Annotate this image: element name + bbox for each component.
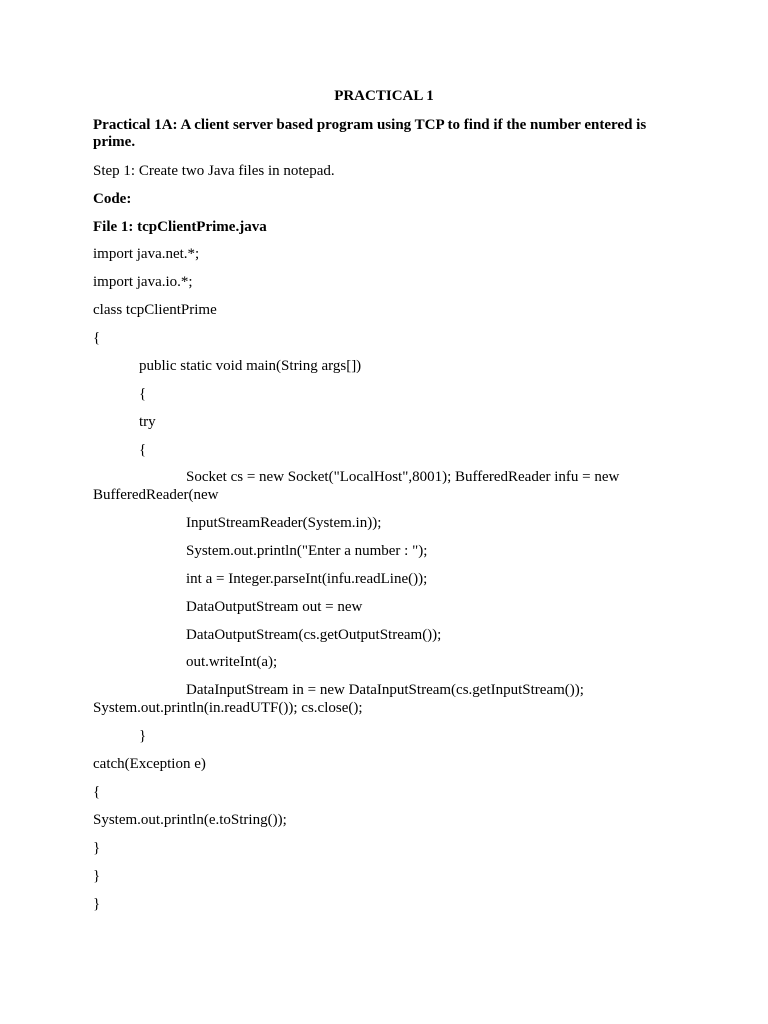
file-label: File 1: tcpClientPrime.java <box>93 219 267 235</box>
step-text: Step 1: Create two Java files in notepad. <box>93 163 335 179</box>
code-line: import java.net.*; <box>93 246 200 262</box>
code-line: catch(Exception e) <box>93 756 206 772</box>
code-line: InputStreamReader(System.in)); <box>186 515 382 531</box>
code-line: } <box>139 728 147 744</box>
code-line: } <box>93 868 101 884</box>
code-line: class tcpClientPrime <box>93 302 217 318</box>
practical-heading: Practical 1A: A client server based program using TCP to find if the number entered is prime. <box>93 117 647 150</box>
code-line: try <box>139 414 156 430</box>
code-line: Socket cs = new Socket("LocalHost",8001); BufferedReader infu = new BufferedReader(new <box>93 469 620 503</box>
code-line: import java.io.*; <box>93 274 193 290</box>
code-line: { <box>93 784 101 800</box>
code-line: public static void main(String args[]) <box>139 358 362 374</box>
code-line: System.out.println("Enter a number : "); <box>186 543 428 559</box>
code-line: System.out.println(e.toString()); <box>93 812 287 828</box>
code-line: out.writeInt(a); <box>186 654 278 670</box>
code-label: Code: <box>93 191 132 207</box>
code-line: } <box>93 896 101 912</box>
page-title: PRACTICAL 1 <box>334 88 434 104</box>
code-line: { <box>93 330 101 346</box>
code-line: } <box>93 840 101 856</box>
code-line: { <box>139 442 147 458</box>
code-line: { <box>139 386 147 402</box>
code-line: int a = Integer.parseInt(infu.readLine()); <box>186 571 428 587</box>
code-line: DataOutputStream out = new <box>186 599 363 615</box>
code-line: DataInputStream in = new DataInputStream(cs.getInputStream()); System.out.println(in.readUTF()); cs.close(); <box>93 682 584 716</box>
code-line: DataOutputStream(cs.getOutputStream()); <box>186 627 442 643</box>
